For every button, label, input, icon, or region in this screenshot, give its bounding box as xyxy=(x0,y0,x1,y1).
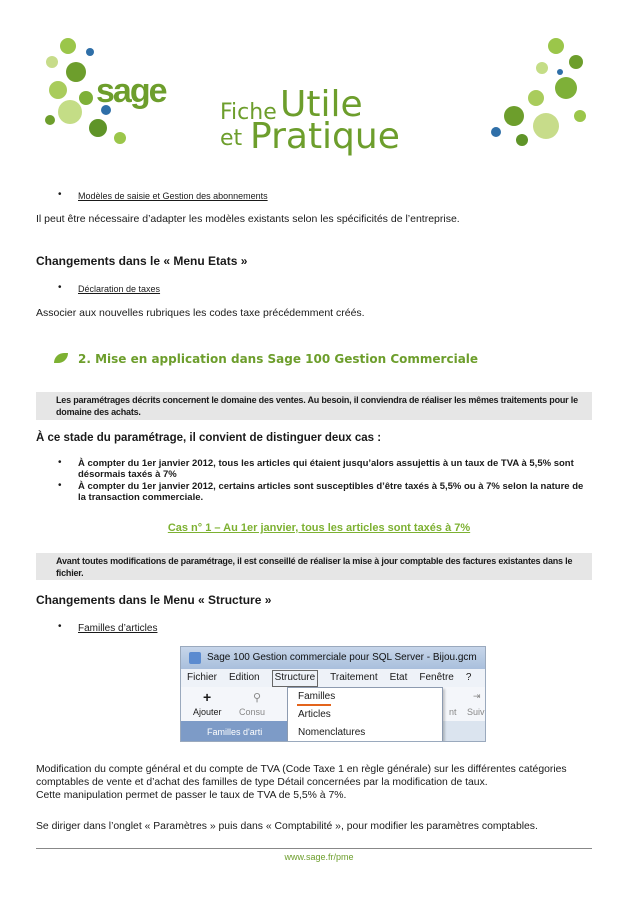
bullet-link-declaration[interactable]: Déclaration de taxes xyxy=(78,284,161,294)
leaf-icon xyxy=(54,353,68,363)
families-tab[interactable] xyxy=(181,721,287,742)
bullet-icon: • xyxy=(58,480,62,491)
dropdown-articles[interactable]: Articles xyxy=(298,709,331,720)
paragraph: Modification du compte général et du compte de TVA (Code Taxe 1 en règle générale) sur les différentes catégories comptables de vente et d’achat des familles de type Détail concernées par la modification de taux. xyxy=(36,764,567,788)
bullet-icon: • xyxy=(58,189,62,200)
highlight-underline xyxy=(297,704,331,706)
dropdown-familles[interactable]: Familles xyxy=(298,691,336,702)
bullet-icon: • xyxy=(58,282,62,293)
footer-divider xyxy=(36,848,592,849)
consult-button[interactable]: Consu xyxy=(239,707,266,717)
case-a: À compter du 1er janvier 2012, tous les articles qui étaient jusqu’alors assujettis à un taux de TVA à 5,5% sont désormais taxés à 7% xyxy=(78,458,574,480)
banner-pratique: Pratique xyxy=(250,116,400,157)
section-title: 2. Mise en application dans Sage 100 Gestion Commerciale xyxy=(78,352,479,366)
menu-fichier[interactable]: Fichier xyxy=(187,672,218,683)
bullet-link-modeles[interactable]: Modèles de saisie et Gestion des abonnements xyxy=(78,191,268,201)
banner-utile: Utile xyxy=(280,84,363,125)
paragraph: Il peut être nécessaire d’adapter les modèles existants selon les spécificités de l’entreprise. xyxy=(36,213,460,225)
bullet-icon: • xyxy=(58,621,62,632)
bullet-icon: • xyxy=(58,457,62,468)
banner-et: et xyxy=(220,126,243,151)
add-button[interactable]: Ajouter xyxy=(193,707,222,717)
toolbar-item[interactable]: nt xyxy=(449,707,457,717)
paragraph: Cette manipulation permet de passer le taux de TVA de 5,5% à 7%. xyxy=(36,790,347,801)
paragraph: Associer aux nouvelles rubriques les codes taxe précédemment créés. xyxy=(36,307,365,319)
heading-menu-etats: Changements dans le « Menu Etats » xyxy=(36,254,248,268)
sage-logo: sage xyxy=(96,72,166,110)
header-banner xyxy=(36,32,596,157)
plus-icon: + xyxy=(203,689,212,705)
menu-fenetre[interactable]: Fenêtre xyxy=(419,672,454,683)
structure-dropdown xyxy=(287,687,443,742)
window-titlebar xyxy=(181,647,485,669)
footer-url[interactable]: www.sage.fr/pme xyxy=(284,852,354,862)
dropdown-nomenclatures[interactable]: Nomenclatures xyxy=(298,727,366,738)
paragraph: Se diriger dans l’onglet « Paramètres » puis dans « Comptabilité », pour modifier les paramètres comptables. xyxy=(36,821,538,832)
app-icon xyxy=(189,652,201,664)
banner-fiche: Fiche xyxy=(220,100,277,125)
menu-help[interactable]: ? xyxy=(465,672,472,683)
arrow-icon: ⇥ xyxy=(473,691,481,701)
bullet-link-familles[interactable]: Familles d’articles xyxy=(78,623,158,634)
menu-bar xyxy=(181,669,485,687)
cas1-title: Cas n° 1 – Au 1er janvier, tous les articles sont taxés à 7% xyxy=(167,522,471,534)
heading-menu-structure: Changements dans le Menu « Structure » xyxy=(36,593,272,607)
menu-etat[interactable]: Etat xyxy=(389,672,408,683)
menu-edition[interactable]: Edition xyxy=(229,672,260,683)
note-text-2: Avant toutes modifications de paramétrage, il est conseillé de réaliser la mise à jour comptable des factures existantes dans le fichier. xyxy=(56,556,573,578)
families-tab-label: Familles d'arti xyxy=(207,727,263,737)
window-title: Sage 100 Gestion commerciale pour SQL Server - Bijou.gcm xyxy=(207,652,477,663)
case-b: À compter du 1er janvier 2012, certains articles sont susceptibles d’être taxés à 5,5% ou à 7% selon la nature de la transaction commerciale. xyxy=(78,481,584,503)
note-text: Les paramétrages décrits concernent le domaine des ventes. Au besoin, il conviendra de réaliser les mêmes traitements pour le domaine des achats. xyxy=(56,395,578,417)
menu-structure[interactable]: Structure xyxy=(272,670,319,687)
note-box-2 xyxy=(36,553,592,580)
magnifier-icon: ⚲ xyxy=(253,692,262,704)
intro-heading: À ce stade du paramétrage, il convient de distinguer deux cas : xyxy=(36,432,382,444)
note-box xyxy=(36,392,592,420)
next-button[interactable]: Suiv xyxy=(467,707,485,717)
software-screenshot xyxy=(180,646,486,742)
menu-traitement[interactable]: Traitement xyxy=(330,672,378,683)
